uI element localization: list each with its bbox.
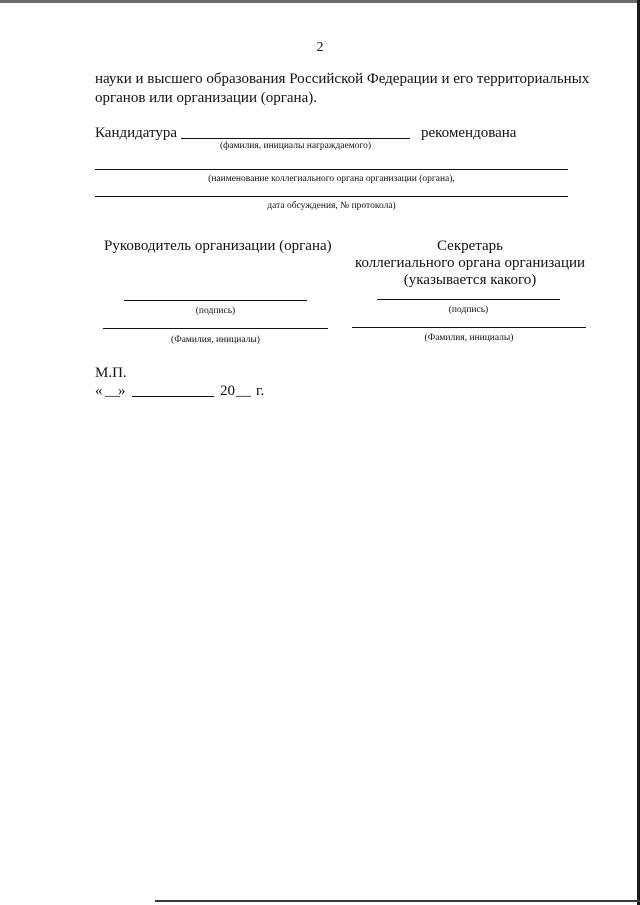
protocol-caption: дата обсуждения, № протокола) [267, 201, 396, 211]
collegial-body-caption: (наименование коллегиального органа организации (органа), [208, 174, 455, 184]
secretary-title-line-2: коллегиального органа организации [354, 255, 586, 271]
scan-edge-bottom [155, 900, 640, 902]
stamp-mark: М.П. [95, 365, 127, 381]
head-name-caption: (Фамилия, инициалы) [171, 335, 260, 345]
date-close-quote: » [118, 383, 126, 399]
date-year-prefix: 20 [220, 383, 235, 399]
date-open-quote: « [95, 383, 103, 399]
secretary-name-caption: (Фамилия, инициалы) [424, 333, 514, 343]
head-title: Руководитель организации (органа) [104, 238, 332, 254]
date-year-suffix: г. [256, 383, 265, 399]
secretary-title-line-3: (указывается какого) [403, 272, 537, 288]
secretary-title-line-1: Секретарь [436, 238, 504, 254]
protocol-line [95, 196, 568, 197]
candidate-name-caption: (фамилия, инициалы награждаемого) [219, 141, 372, 151]
recommended-label: рекомендована [421, 125, 517, 141]
secretary-name-line [352, 327, 586, 328]
intro-line-2: органов или организации (органа). [95, 90, 317, 106]
secretary-signature-caption: (подпись) [448, 305, 489, 315]
secretary-signature-line [377, 299, 560, 300]
collegial-body-line [95, 169, 568, 170]
head-signature-caption: (подпись) [195, 306, 236, 316]
candidate-name-line [181, 138, 410, 139]
page-number: 2 [316, 40, 324, 55]
scan-edge-top [0, 0, 640, 3]
head-signature-line [124, 300, 307, 301]
head-name-line [103, 328, 328, 329]
intro-line-1: науки и высшего образования Российской Федерации и его территориальных [95, 71, 590, 87]
date-year-blank: __ [236, 383, 251, 399]
date-day-blank: __ [105, 383, 120, 399]
candidacy-label: Кандидатура [95, 125, 178, 141]
date-month-line [132, 396, 214, 397]
